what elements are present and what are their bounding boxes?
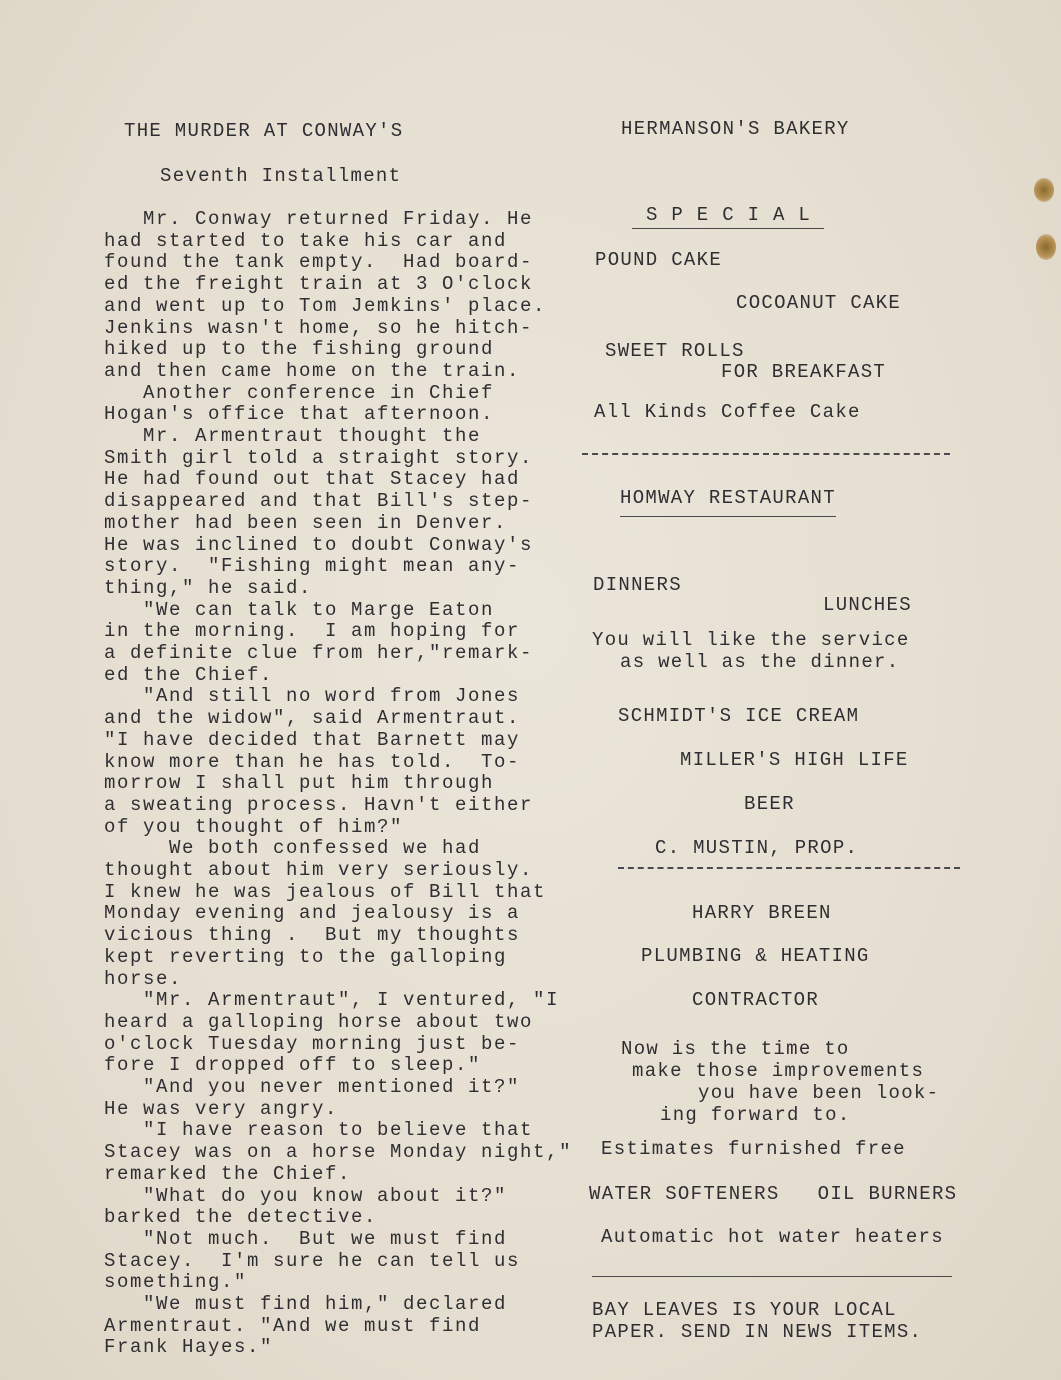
story-line: story. "Fishing might mean any- — [104, 555, 521, 578]
restaurant-name: HOMWAY RESTAURANT — [620, 487, 836, 509]
story-line: Smith girl told a straight story. — [104, 446, 534, 469]
bakery-special-heading: S P E C I A L — [646, 204, 812, 226]
bakery-item-coffee-cake: All Kinds Coffee Cake — [594, 401, 861, 423]
restaurant-beer-line-2: BEER — [744, 793, 795, 815]
story-line: "What do you know about it?" — [104, 1184, 508, 1207]
story-line: Armentraut. "And we must find — [104, 1314, 482, 1337]
story-line: ed the freight train at 3 O'clock — [104, 273, 534, 296]
story-line: horse. — [104, 967, 183, 990]
story-line: something." — [104, 1271, 248, 1294]
story-line: Jenkins wasn't home, so he hitch- — [104, 316, 534, 339]
story-line: thought about him very seriously. — [104, 859, 534, 881]
story-line: Mr. Armentraut thought the — [104, 425, 482, 447]
story-line: ed the Chief. — [104, 663, 274, 686]
bakery-name: HERMANSON'S BAKERY — [621, 118, 850, 140]
story-line: found the tank empty. Had board- — [104, 251, 534, 274]
notice-line-1: BAY LEAVES IS YOUR LOCAL — [592, 1299, 897, 1321]
story-line: thing," he said. — [104, 576, 313, 599]
notice-line-2: PAPER. SEND IN NEWS ITEMS. — [592, 1321, 923, 1343]
stain-mark — [1034, 178, 1054, 202]
bakery-item-sweet-rolls: SWEET ROLLS — [605, 340, 745, 362]
plumber-pitch-4: ing forward to. — [660, 1104, 851, 1126]
plumber-products-1: WATER SOFTENERS OIL BURNERS — [589, 1183, 958, 1205]
story-line: "And you never mentioned it?" — [104, 1076, 521, 1098]
plumber-pitch-3: you have been look- — [698, 1082, 940, 1104]
story-line: Frank Hayes." — [104, 1336, 274, 1359]
story-line: remarked the Chief. — [104, 1162, 352, 1185]
restaurant-ice-cream: SCHMIDT'S ICE CREAM — [618, 705, 860, 727]
story-line: I knew he was jealous of Bill that — [104, 880, 547, 903]
story-line: "Not much. But we must find — [104, 1227, 508, 1250]
story-line: and the widow", said Armentraut. — [104, 707, 521, 730]
story-line: "We can talk to Marge Eaton — [104, 598, 495, 621]
section-divider — [592, 1276, 952, 1277]
restaurant-dinners: DINNERS — [593, 574, 682, 596]
story-line: a sweating process. Havn't either — [104, 793, 534, 816]
bakery-item-pound-cake: POUND CAKE — [595, 249, 723, 271]
stain-mark — [1036, 234, 1056, 260]
story-line: a definite clue from her,"remark- — [104, 642, 534, 664]
bakery-item-cocoanut-cake: COCOANUT CAKE — [736, 292, 902, 314]
story-line: morrow I shall put him through — [104, 772, 495, 795]
plumber-estimates: Estimates furnished free — [601, 1138, 906, 1160]
restaurant-proprietor: C. MUSTIN, PROP. — [655, 837, 859, 859]
story-line: Mr. Conway returned Friday. He — [104, 208, 534, 230]
restaurant-lunches: LUNCHES — [823, 594, 912, 616]
story-line: Another conference in Chief — [104, 381, 495, 404]
plumber-trade: PLUMBING & HEATING — [641, 945, 870, 967]
story-line: fore I dropped off to sleep." — [104, 1054, 482, 1077]
plumber-pitch-2: make those improvements — [632, 1060, 925, 1082]
story-line: vicious thing . But my thoughts — [104, 924, 521, 947]
story-title: THE MURDER AT CONWAY'S — [124, 120, 404, 142]
story-line: Monday evening and jealousy is a — [104, 902, 521, 925]
story-line: Hogan's office that afternoon. — [104, 403, 495, 426]
plumber-role: CONTRACTOR — [692, 989, 820, 1011]
plumber-products-2: Automatic hot water heaters — [601, 1226, 944, 1248]
story-line: disappeared and that Bill's step- — [104, 490, 534, 513]
story-line: He was very angry. — [104, 1097, 339, 1120]
restaurant-service-line-2: as well as the dinner. — [620, 651, 900, 673]
story-line: "I have reason to believe that — [104, 1119, 534, 1142]
story-line: know more than he has told. To- — [104, 750, 521, 773]
story-line: hiked up to the fishing ground — [104, 338, 495, 361]
story-line: "I have decided that Barnett may — [104, 728, 521, 751]
bakery-item-for-breakfast: FOR BREAKFAST — [721, 361, 887, 383]
story-line: and then came home on the train. — [104, 359, 521, 382]
plumber-pitch-1: Now is the time to — [621, 1038, 850, 1060]
story-line: Stacey. I'm sure he can tell us — [104, 1249, 521, 1272]
section-divider — [618, 867, 960, 869]
story-line: and went up to Tom Jemkins' place. — [104, 294, 547, 317]
story-line: of you thought of him?" — [104, 815, 404, 838]
story-line: "And still no word from Jones — [104, 685, 521, 708]
story-line: He had found out that Stacey had — [104, 468, 521, 491]
story-subtitle: Seventh Installment — [160, 165, 402, 187]
story-line: "Mr. Armentraut", I ventured, "I — [104, 989, 560, 1012]
section-divider — [582, 453, 950, 455]
special-underline — [632, 228, 824, 229]
story-line: in the morning. I am hoping for — [104, 620, 521, 643]
story-line: "We must find him," declared — [104, 1293, 508, 1315]
plumber-name: HARRY BREEN — [692, 902, 832, 924]
story-line: We both confessed we had — [104, 837, 482, 860]
story-line: mother had been seen in Denver. — [104, 511, 508, 534]
restaurant-underline — [620, 516, 836, 517]
story-line: barked the detective. — [104, 1206, 378, 1229]
story-line: Stacey was on a horse Monday night," — [104, 1141, 573, 1164]
restaurant-beer-line-1: MILLER'S HIGH LIFE — [680, 749, 909, 771]
story-line: heard a galloping horse about two — [104, 1010, 534, 1033]
story-line: had started to take his car and — [104, 229, 508, 252]
story-line: He was inclined to doubt Conway's — [104, 533, 534, 556]
story-line: o'clock Tuesday morning just be- — [104, 1032, 521, 1055]
restaurant-service-line-1: You will like the service — [592, 629, 910, 651]
story-line: kept reverting to the galloping — [104, 945, 508, 968]
